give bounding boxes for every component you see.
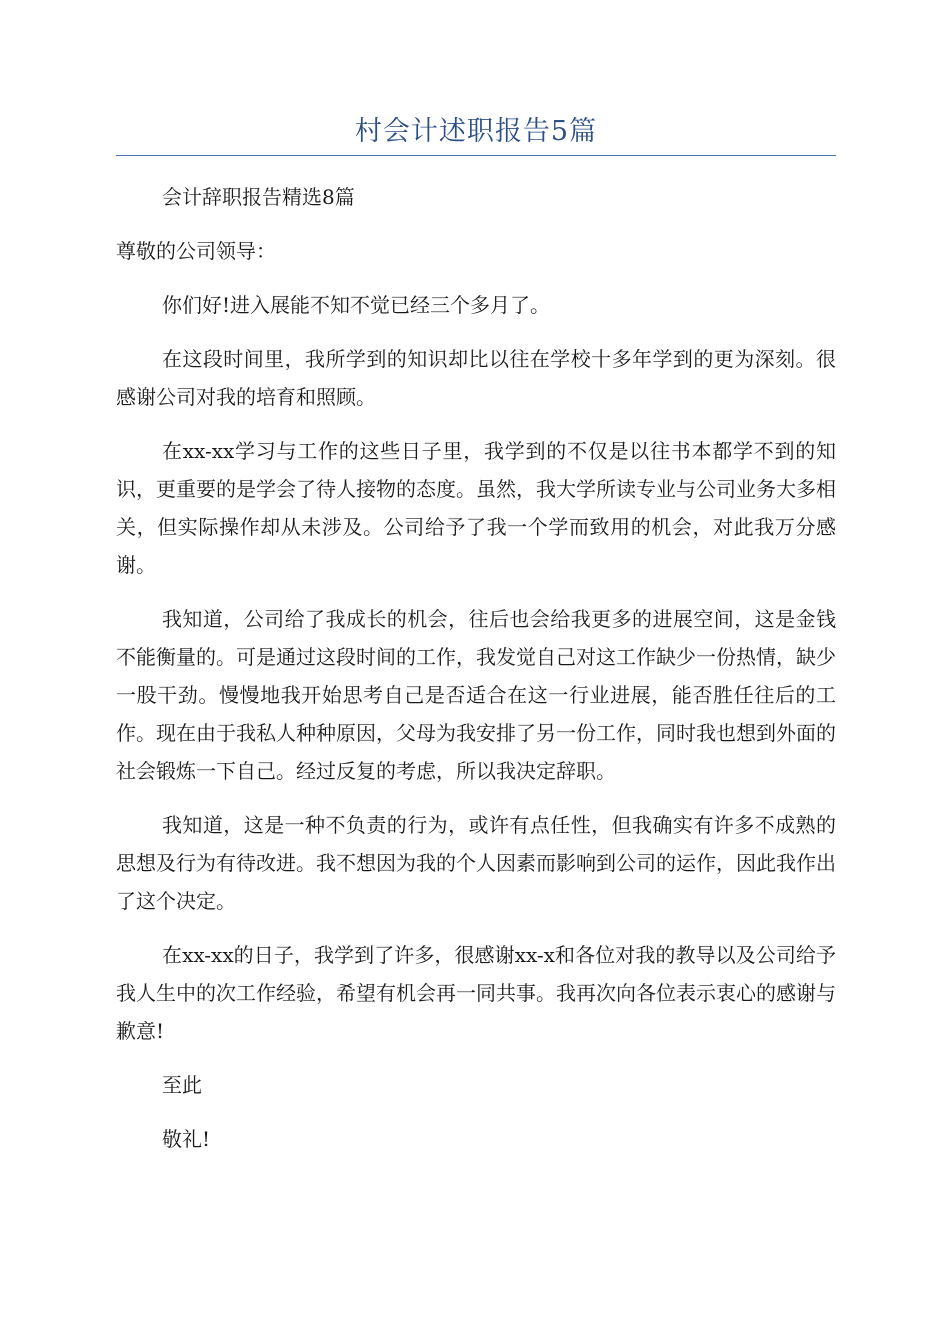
paragraph: 在这段时间里，我所学到的知识却比以往在学校十多年学到的更为深刻。很感谢公司对我的培育和照顾。 bbox=[116, 347, 836, 409]
paragraph-subtitle: 会计辞职报告精选8篇 bbox=[162, 185, 355, 209]
paragraph: 我知道，公司给了我成长的机会，往后也会给我更多的进展空间，这是金钱不能衡量的。可是通过这段时间的工作，我发觉自己对这工作缺少一份热情，缺少一股干劲。慢慢地我开始思考自己是否适合在这一行业进展，能否胜任往后的工作。现在由于我私人种种原因，父母为我安排了另一份工作，同时我也想到外面的社会锻炼一下自己。经过反复的考虑，所以我决定辞职。 bbox=[116, 607, 836, 783]
paragraph: 我知道，这是一种不负责的行为，或许有点任性，但我确实有许多不成熟的思想及行为有待改进。我不想因为我的个人因素而影响到公司的运作，因此我作出了这个决定。 bbox=[116, 813, 836, 913]
paragraph-salutation: 尊敬的公司领导： bbox=[116, 239, 276, 263]
title-underline bbox=[116, 155, 836, 156]
document-title: 村会计述职报告5篇 bbox=[354, 116, 598, 147]
paragraph-greeting: 你们好!进入展能不知不觉已经三个多月了。 bbox=[162, 293, 551, 317]
paragraph-regards: 敬礼! bbox=[162, 1127, 211, 1151]
paragraph-closing: 至此 bbox=[162, 1073, 202, 1097]
document-page bbox=[116, 0, 836, 1174]
paragraph: 在xx-xx学习与工作的这些日子里，我学到的不仅是以往书本都学不到的知识，更重要的是学会了待人接物的态度。虽然，我大学所读专业与公司业务大多相关，但实际操作却从未涉及。公司给予了我一个学而致用的机会，对此我万分感谢。 bbox=[116, 439, 836, 577]
paragraph: 在xx-xx的日子，我学到了许多，很感谢xx-x和各位对我的教导以及公司给予我人生中的次工作经验，希望有机会再一同共事。我再次向各位表示衷心的感谢与歉意! bbox=[116, 943, 836, 1043]
document-body bbox=[116, 178, 836, 1158]
